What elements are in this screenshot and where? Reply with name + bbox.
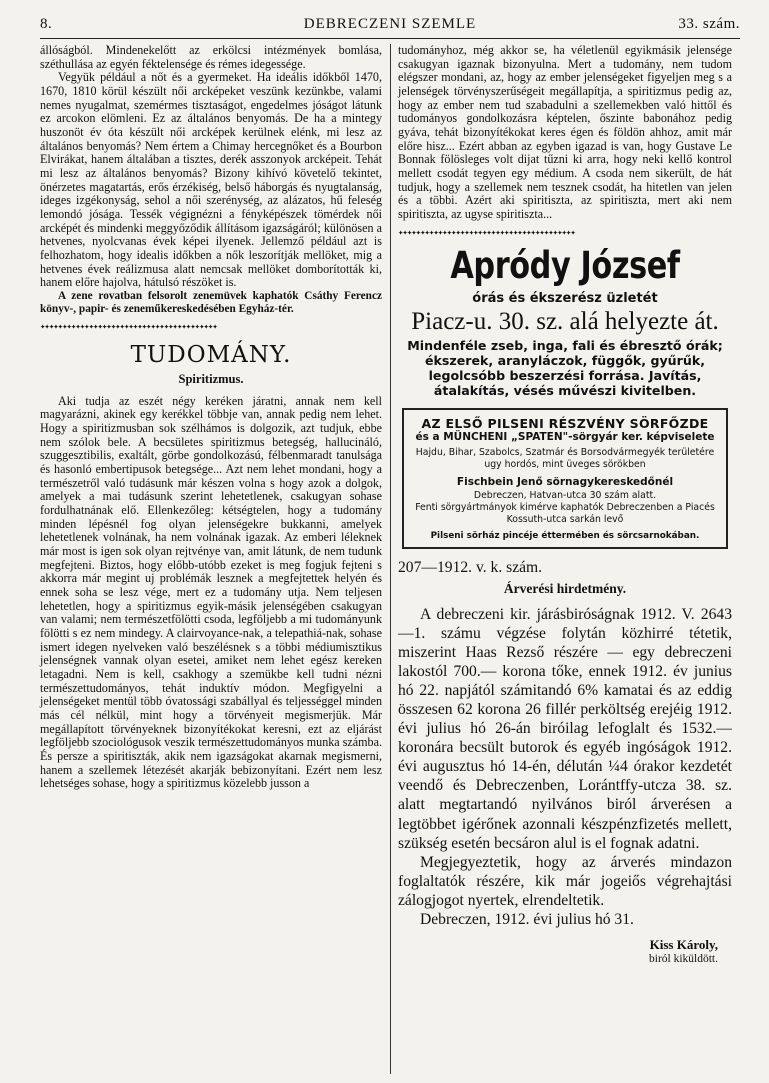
- journal-title: DEBRECZENI SZEMLE: [303, 16, 477, 32]
- left-paragraph-1: állóságból. Mindenekelőtt az erkölcsi intézmények bomlása, széthullása az egyén féktelensége és rémes idegessége.: [40, 43, 382, 71]
- brewery-outlet: Fenti sörgyártmányok kimérve kaphatók Debreczenben a Piacés Kossuth-utca sarkán levő: [415, 501, 715, 525]
- right-paragraph-1: tudományhoz, még akkor se, ha véletlenül egyikmásik jelensége csakugyan igaznak bizonyulna. Mert a tudomány, nem tudom elégszer mondani, az, hogy az ember jelenségeket figyeljen meg s a jelenségek törvényszerűségeit megállapítja, a spiritizmus pedig az, hogy az ember nem tud szabadulni a szellemekben való hittől és tudományos gondolkozásra képtelen, őszinte babonához pedig gyáva, tehát bizonyítékokat keres égen és földön ahhoz, amit már előre hisz... Ezért abban az egyben igazad is van, hogy Gustave Le Bonnak fölösleges volt dijat tűzni ki arra, hogy neki kellő kontrol mellett csodát tegyen egy médium. A csoda nem sikerült, de hát tudjuk, hogy a szellemek nem tesznek csodát, ha hitetlen van jelen és a többi. Azért aki spiritiszta, az spiritiszta, mert aki nem spiritiszta, az ugyse spiritiszta...: [398, 43, 732, 221]
- notice-title: Árverési hirdetmény.: [503, 580, 627, 596]
- brewery-region: Hajdu, Bihar, Szabolcs, Szatmár és Borsodvármegyék területére ugy hordós, mint üveges sörökben: [415, 446, 715, 470]
- page-number: 8.: [40, 16, 53, 32]
- column-divider: [390, 44, 391, 1074]
- notice-paragraph-2: Megjegyeztetik, hogy az árverés mindazon foglaltatók részére, kik már jogeiős végrehajtási zálogjogot nyertek, elrendeltetik.: [398, 853, 732, 909]
- brewery-dealer-address: Debreczen, Hatvan-utca 30 szám alatt.: [473, 489, 657, 501]
- notice-date: Debreczen, 1912. évi julius hó 31.: [420, 911, 634, 929]
- left-column: [40, 44, 382, 791]
- issue-number: 33. szám.: [678, 16, 740, 32]
- advertiser-name: Apródy József: [450, 243, 680, 287]
- notice-paragraph-1: A debreczeni kir. járásbiróságnak 1912. V. 2643—1. számu végzése folytán közhirré tétetik, miszerint Haas Rezső részére — egy debreczeni lakostól 700.— korona tőke, ennek 1912. év junius hó 22. napjától számitandó 6% kamatai és az eddig összesen 62 korona 26 fillér perköltség erejéig 1912. évi julius hó 26-án biróilag lefoglalt és 1532.— koronára becsült butorok és egyéb ingóságok 1912. évi augusztus hó 14-én, délután ¼4 órakor kezdetét veendő és Debreczenben, Lorántffy-utcza 38. sz. alatt megtartandó nyilvános biról árverésen a legtöbbet igérőnek azonnali készpénzfizetés mellett, szükség esetén becsáron alul is el fognak adatni.: [398, 605, 732, 852]
- jeweler-advertisement: [398, 244, 732, 398]
- left-paragraph-2: Vegyük például a nőt és a gyermeket. Ha ideális időkből 1470, 1670, 1810 körül készült női arcképeket veszünk kezünkbe, valami nemes nyugalmat, szemérmes tisztaságot, engedelmes jóságot látunk ez arcokon elömleni. Ez az általános benyomás. De ha a mintegy huszonöt év óta készült női arcképek kerülnek elénk, mi lesz az általános benyomás? Nem értem a Chimay hercegnőket és a Bourbon Elvirákat, hanem általában a tisztes, derék asszonyok arcképeit. Tehát mi lesz az általános benyomás? Bizony kihívó követelő tekintet, önérzetes magatartás, erős érzékiség, belső háborgás és nyugtalanság, ideges izgékonyság, sehol a női szerénység, az alázatos, hű feleség lemondó jósága. Tessék végignézni a fényképészek tömérdek női arcképét és mindenki meggyőződik állításom igazságáról; különösen a hetvenes, nyolcvanas évek képei ilyenek. Jellemző például azt is felhozhatom, hogy idealis időkben a nők leszorítják mellöket, mig a hetvenes évek reálizmusa alatt nemcsak mellöket domborították ki, hanem előre hajolva, hátulsó részöket is.: [40, 70, 382, 290]
- left-paragraph-3: Aki tudja az eszét négy keréken járatni, annak nem kell magyarázni, akinek egy kerékkel többje van, annak pedig nem lehet. Hogy a spiritizmusban sok szélhámos is dolgozik, azt tudjuk, ebbe nem szólok bele. A becsületes spiritizmus betegség, hallucináló, szuggesztibilis, exaltált, görbe gondolkozású, félbenmaradt tanulsága és hasonló embertipusok betegsége... Azt nem lehet mondani, hogy a természetről való tudásunk már készen volna s hogy azok a dolgok, amelyek a mai tudásunk szerint lehetetlenek, csakugyan sohase fordulhatnának elő. Ellenkezőleg: kétségtelen, hogy a tudomány minden lépésnél fog olyan jelenségekre bukkanni, amelyek lehetetlenek volnának, ha nem volnának igazak. Az emberi léleknek már most is igen sok olyan rejtvénye van, amit látunk, de nem tudunk megfejteni. Biztos, hogy előbb-utóbb ezeket is meg fogjuk fejteni s akkorra már megint uj problémák lesznek a megfejtettek helyén és ennek soha se lesz vége, mert ez a tudomány utja. Nem teljesen lehetetlen, hogy a spiritizmus egyik-másik jelenségében csakugyan van valami; nem természetfölötti csoda, legföljebb a mi tudományunk fölötti s ez nem mindegy. A clairvoyance-nak, a telepathiá-nak, sohase ismert idegen nyelveken való beszélésnek s a többi médiumisztikus jelenségnek vannak olyan esetei, amiket nem lehet egész kereken letagadni. Nem is kell, csakhogy a szemükbe kell tudni nézni természettudományos, tehát induktív módon. Megfigyelni a jelenségeket mentül több óvatossági szabállyal és teljességgel minden más cél nélkül, mint hogy a törvényeit megismerjük. Már megállapított törvényeknek bizonyítékokat keresni, ezt az eljárást legföljebb szociológusok veszik természettudományos munka számba. És persze a spiritiszták, akik nem igazságokat akarnak megismerni, hanem a szellemek létezését akarják bebizonyítani. Ezért nem lesz lehetséges sohase, hogy a spiritizmus közelebb jusson a: [40, 393, 382, 791]
- header-rule: [40, 38, 740, 39]
- brewery-advertisement: [402, 408, 728, 549]
- right-column: [398, 44, 732, 965]
- brewery-subheadline: és a MÜNCHENI „SPATEN"-sörgyár ker. képviselete: [415, 430, 715, 443]
- brewery-headline: AZ ELSŐ PILSENI RÉSZVÉNY SÖRFŐZDE: [421, 415, 709, 431]
- signature-name: Kiss Károly,: [649, 937, 718, 953]
- star-divider: ✦✦✦✦✦✦✦✦✦✦✦✦✦✦✦✦✦✦✦✦✦✦✦✦✦✦✦✦✦✦✦✦✦✦✦✦✦✦✦✦: [40, 321, 217, 332]
- brewery-dealer: Fischbein Jenő sörnagykereskedőnél: [456, 475, 674, 488]
- case-number: 207—1912. v. k. szám.: [398, 558, 543, 576]
- signature-role: biról kiküldött.: [649, 953, 718, 966]
- page-header: [40, 16, 740, 38]
- advertiser-offer: Mindenféle zseb, inga, fali és ébresztő órák; ékszerek, aranyláczok, függők, gyűrűk, legolcsóbb beszerzési forrása. Javítás, átalakítás, vésés művészi kivitelben.: [407, 337, 723, 398]
- advertiser-business: órás és ékszerész üzletét: [472, 290, 658, 306]
- advertiser-address: Piacz-u. 30. sz. alá helyezte át.: [411, 307, 719, 335]
- section-subtitle: Spiritizmus.: [178, 371, 244, 386]
- star-divider: ✦✦✦✦✦✦✦✦✦✦✦✦✦✦✦✦✦✦✦✦✦✦✦✦✦✦✦✦✦✦✦✦✦✦✦✦✦✦✦✦: [398, 227, 575, 238]
- section-title: TUDOMÁNY.: [130, 341, 292, 368]
- brewery-pub: Pilseni sörház pincéje éttermében és sörcsarnokában.: [430, 530, 700, 541]
- music-note: A zene rovatban felsorolt zenemüvek kaphatók Csáthy Ferencz könyv-, papir- és zeneműkereskedésében Egyház-tér.: [40, 289, 382, 315]
